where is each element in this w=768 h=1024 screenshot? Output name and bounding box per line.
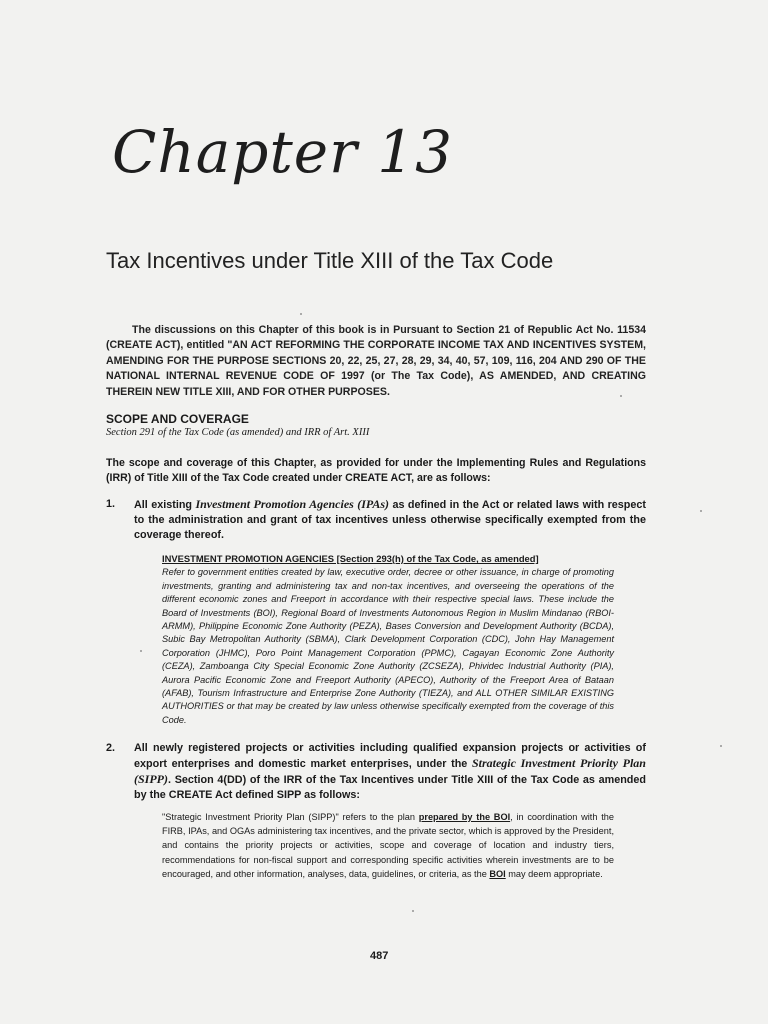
scan-speck [140, 650, 142, 652]
scan-speck [620, 395, 622, 397]
list-item-2 [106, 741, 646, 803]
scan-speck [300, 313, 302, 315]
section-heading: SCOPE AND COVERAGE [106, 412, 249, 426]
list-text: All existing Investment Promotion Agencies (IPAs) as defined in the Act or related laws with respect to the administration and grant of tax incentives unless otherwise specifically exempted from the coverage thereof. [134, 497, 646, 541]
scan-speck [412, 910, 414, 912]
list-item-1 [106, 497, 646, 543]
quoted-definition-ipa [162, 552, 614, 727]
page-number: 487 [370, 950, 389, 962]
list-number: 1. [106, 498, 116, 510]
chapter-title: Tax Incentives under Title XIII of the Tax Code [106, 248, 554, 273]
scan-speck [700, 510, 702, 512]
quote-body: Refer to government entities created by law, executive order, decree or other issuance, in charge of promoting investments, granting and administering tax and non-tax incentives, and overseeing the operations of the different economic zones and Freeport in accordance with their respective special laws. These include the Board of Investments (BOI), Regional Board of Investments Autonomous Region in Muslim Mindanao (RBOI-ARMM), Philippine Economic Zone Authority (PEZA), Bases Conversion and Development Authority (BCDA), Subic Bay Metropolitan Authority (SBMA), Clark Development Corporation (CDC), John Hay Management Corporation (JHMC), Poro Point Management Corporation (PPMC), Cagayan Economic Zone Authority (CEZA), Zamboanga City Special Economic Zone Authority (ZCSEZA), Phividec Industrial Authority (PIA), Aurora Pacific Economic Zone and Freeport Authority (APECO), Authority of the Freeport Area of Bataan (AFAB), Tourism Infrastructure and Enterprise Zone Authority (TIEZA), and ALL OTHER SIMILAR EXISTING AUTHORITIES or that may be created by law unless otherwise specifically exempted from the coverage of this Code. [162, 567, 614, 725]
scope-paragraph: The scope and coverage of this Chapter, as provided for under the Implementing Rules and Regulations (IRR) of Title XIII of the Tax Code created under CREATE ACT, are as follows: [106, 457, 646, 484]
list-text: All newly registered projects or activities including qualified expansion projects or activities of export enterprises and domestic market enterprises, under the Strategic Investment Priority Plan (SIPP). Section 4(DD) of the IRR of the Tax Incentives under Title XIII of the Tax Code as amended by the CREATE Act defined SIPP as follows: [134, 742, 646, 801]
quoted-definition-sipp: "Strategic Investment Priority Plan (SIPP)" refers to the plan prepared by the BOI, in coordination with the FIRB, IPAs, and OGAs administering tax incentives, and the private sector, which is approved by the President, and contains the priority projects or activities, scope and coverage of location and industry tiers, recommendations for non-fiscal support and corresponding specific activities wherein investments are to be encouraged, and other information, analyses, data, guidelines, or criteria, as the BOI may deem appropriate. [162, 812, 614, 879]
intro-paragraph: The discussions on this Chapter of this book is in Pursuant to Section 21 of Republic Act No. 11534 (CREATE ACT), entitled "AN ACT REFORMING THE CORPORATE INCOME TAX AND INCENTIVES SYSTEM, AMENDING FOR THE PURPOSE SECTIONS 20, 22, 25, 27, 28, 29, 34, 40, 57, 109, 116, 204 AND 290 OF THE NATIONAL INTERNAL REVENUE CODE OF 1997 (or The Tax Code), AS AMENDED, AND CREATING THEREIN NEW TITLE XIII, AND FOR OTHER PURPOSES. [106, 324, 646, 398]
section-subheading: Section 291 of the Tax Code (as amended) and IRR of Art. XIII [106, 427, 370, 438]
scan-speck [720, 745, 722, 747]
list-number: 2. [106, 742, 116, 754]
chapter-heading: Chapter 13 [112, 118, 454, 186]
quote-heading: INVESTMENT PROMOTION AGENCIES [Section 293(h) of the Tax Code, as amended] [162, 553, 539, 564]
